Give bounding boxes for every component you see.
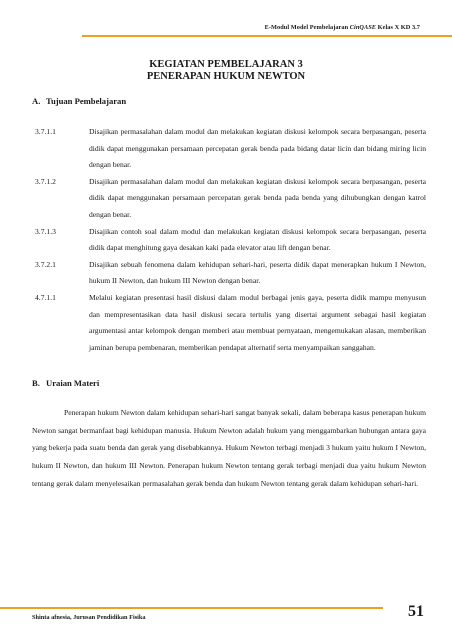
section-b-title: Uraian Materi — [46, 378, 100, 388]
section-a-number: A. — [32, 96, 41, 106]
objectives-list — [32, 124, 426, 356]
objective-text: Disajikan sebuah fenomena dalam kehidupan sehari-hari, peserta didik dapat menerapkan hukum I Newton, hukum II Newton, dan hukum III Newton dengan benar. — [89, 259, 426, 286]
header-model-name: CinQASE — [349, 24, 377, 31]
objective-text: Melalui kegiatan presentasi hasil diskusi dalam modul berbagai jenis gaya, peserta didik mampu menyusun dan mempresentasikan data hasil diskusi secara tertulis yang disertai argument sebagai hasil kegiatan argumentasi antar kelompok dengan memberi atau membuat pernyataan, mengemukakan alasan, memberikan jaminan berupa pembenaran, memberikan pendapat alternatif serta menyampaikan sanggahan. — [89, 292, 426, 352]
header-rule — [82, 35, 452, 37]
objective-item — [32, 290, 426, 356]
header-suffix: Kelas X KD 3.7 — [376, 24, 420, 31]
objective-item — [32, 124, 426, 174]
footer-author: Shinta afnesia, Jurusan Pendidikan Fisika — [32, 614, 146, 621]
footer-rule — [0, 607, 383, 609]
objective-item — [32, 257, 426, 290]
header-prefix: E-Modul Model Pembelajaran — [264, 24, 350, 31]
objective-code: 3.7.1.3 — [35, 226, 56, 236]
objective-item — [32, 174, 426, 224]
objective-text: Disajikan contoh soal dalam modul dan melakukan kegiatan diskusi kelompok secara berpasangan, peserta didik dapat menghitung gaya desakan kaki pada elevator atau lift dengan benar. — [89, 226, 426, 253]
material-paragraph: Penerapan hukum Newton dalam kehidupan sehari-hari sangat banyak sekali, dalam beberapa kasus penerapan hukum Newton sangat bermanfaat bagi kehidupan manusia. Hukum Newton adalah hukum yang menggambarkan hubungan antara gaya yang bekerja pada suatu benda dan gerak yang disebabkannya. Hukum Newton terbagi menjadi 3 hukum yaitu hukum I Newton, hukum II Newton, dan hukum III Newton. Penerapan hukum Newton tentang gerak terbagi menjadi dua yaitu hukum Newton tentang gerak dalam menyelesaikan permasalahan gerak benda dan hukum Newton tentang gerak dalam kehidupan sehari-hari. — [32, 408, 426, 488]
section-b-heading — [32, 378, 99, 388]
objective-code: 4.7.1.1 — [35, 292, 56, 302]
section-a-title: Tujuan Pembelajaran — [46, 96, 127, 106]
section-b-number: B. — [32, 378, 40, 388]
section-a-heading — [32, 96, 126, 106]
chapter-title: KEGIATAN PEMBELAJARAN 3 — [149, 59, 303, 70]
chapter-subtitle: PENERAPAN HUKUM NEWTON — [146, 71, 306, 82]
objective-item — [32, 224, 426, 257]
page-number: 51 — [408, 603, 424, 620]
running-header — [265, 24, 420, 31]
objective-code: 3.7.1.1 — [35, 127, 56, 136]
objective-text: Disajikan permasalahan dalam modul dan melakukan kegiatan diskusi kelompok secara berpasangan, peserta didik dapat menggunakan persamaan percepatan gerak benda pada benda yang dihubungkan dengan katrol dengan benar. — [89, 176, 426, 219]
objective-text: Disajikan permasalahan dalam modul dan melakukan kegiatan diskusi kelompok secara berpasangan, peserta didik dapat menggunakan persamaan percepatan gerak benda pada bidang datar licin dan bidang miring licin dengan benar. — [89, 127, 426, 170]
objective-code: 3.7.1.2 — [35, 176, 56, 186]
objective-code: 3.7.2.1 — [35, 259, 56, 269]
